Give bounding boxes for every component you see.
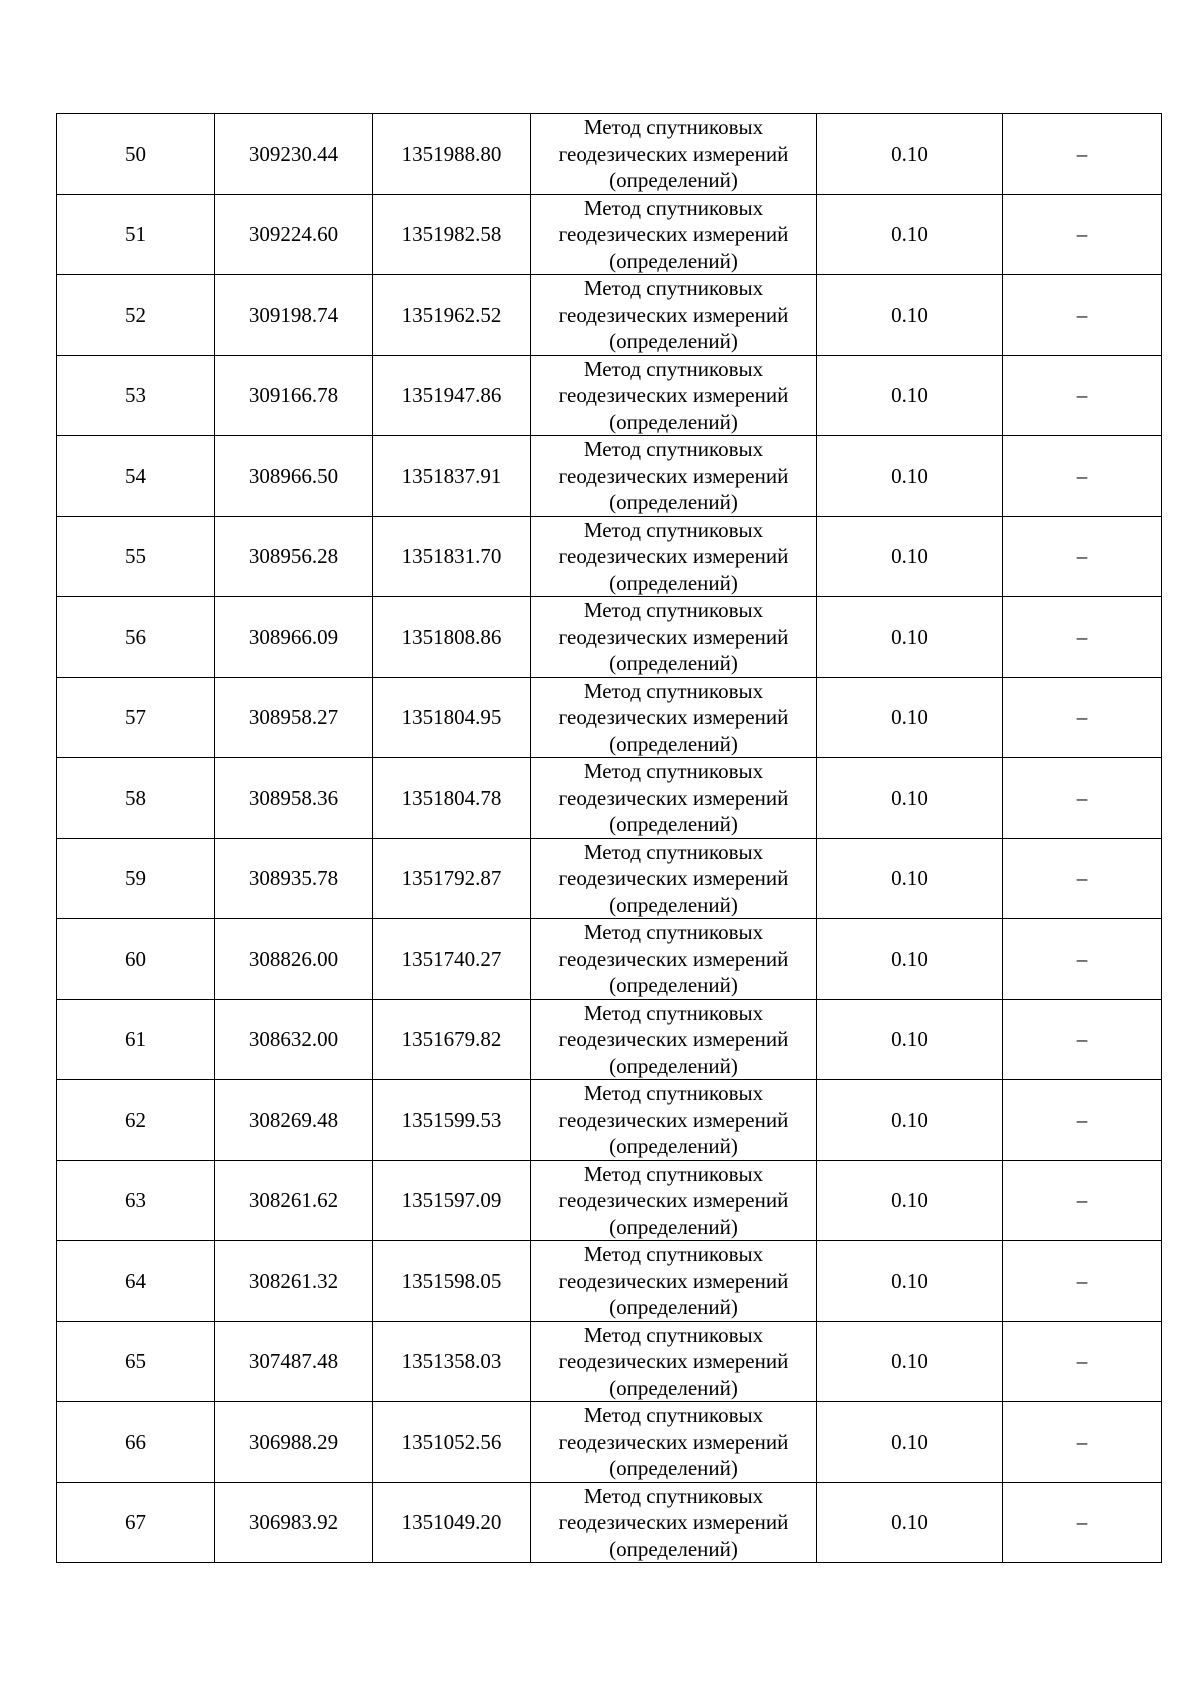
point-number-cell: 62 <box>57 1080 215 1161</box>
method-cell <box>531 1160 817 1241</box>
table-row <box>57 1402 1162 1483</box>
method-text: Метод спутниковых геодезических измерений (определений) <box>558 1161 789 1239</box>
method-cell <box>531 436 817 517</box>
method-cell <box>531 1482 817 1563</box>
table-row <box>57 1160 1162 1241</box>
y-coordinate-cell: 1351962.52 <box>373 275 531 356</box>
y-coordinate-cell: 1351679.82 <box>373 999 531 1080</box>
point-number-cell: 53 <box>57 355 215 436</box>
x-coordinate-cell: 308261.32 <box>215 1241 373 1322</box>
method-text: Метод спутниковых геодезических измерений (определений) <box>558 920 789 997</box>
y-coordinate-cell: 1351982.58 <box>373 194 531 275</box>
note-cell: – <box>1003 114 1162 195</box>
table-row <box>57 194 1162 275</box>
table-row <box>57 436 1162 517</box>
y-coordinate-cell: 1351740.27 <box>373 919 531 1000</box>
point-number-cell: 50 <box>57 114 215 195</box>
y-coordinate-cell: 1351804.78 <box>373 758 531 839</box>
table-row <box>57 275 1162 356</box>
method-text: Метод спутниковых геодезических измерений (определений) <box>558 276 789 353</box>
method-text: Метод спутниковых геодезических измерений (определений) <box>558 678 789 756</box>
method-text: Метод спутниковых геодезических измерений (определений) <box>558 195 789 273</box>
accuracy-cell: 0.10 <box>817 1321 1003 1402</box>
point-number-cell: 61 <box>57 999 215 1080</box>
method-cell <box>531 919 817 1000</box>
note-cell: – <box>1003 999 1162 1080</box>
method-cell <box>531 1321 817 1402</box>
point-number-cell: 65 <box>57 1321 215 1402</box>
accuracy-cell: 0.10 <box>817 1160 1003 1241</box>
accuracy-cell: 0.10 <box>817 275 1003 356</box>
accuracy-cell: 0.10 <box>817 677 1003 758</box>
note-cell: – <box>1003 1482 1162 1563</box>
method-text: Метод спутниковых геодезических измерений (определений) <box>558 115 789 192</box>
table-row <box>57 677 1162 758</box>
table-row <box>57 838 1162 919</box>
method-text: Метод спутниковых геодезических измерений (определений) <box>558 356 789 434</box>
table-row <box>57 1080 1162 1161</box>
y-coordinate-cell: 1351597.09 <box>373 1160 531 1241</box>
table-row <box>57 597 1162 678</box>
y-coordinate-cell: 1351049.20 <box>373 1482 531 1563</box>
x-coordinate-cell: 308956.28 <box>215 516 373 597</box>
table-row <box>57 1482 1162 1563</box>
method-text: Метод спутниковых геодезических измерений (определений) <box>558 1322 789 1400</box>
y-coordinate-cell: 1351808.86 <box>373 597 531 678</box>
point-number-cell: 59 <box>57 838 215 919</box>
method-text: Метод спутниковых геодезических измерений (определений) <box>558 437 789 514</box>
note-cell: – <box>1003 436 1162 517</box>
x-coordinate-cell: 307487.48 <box>215 1321 373 1402</box>
method-text: Метод спутниковых геодезических измерений (определений) <box>558 1242 789 1319</box>
table-row <box>57 999 1162 1080</box>
method-cell <box>531 516 817 597</box>
note-cell: – <box>1003 275 1162 356</box>
x-coordinate-cell: 306983.92 <box>215 1482 373 1563</box>
point-number-cell: 56 <box>57 597 215 678</box>
coordinates-table <box>56 113 1162 1563</box>
x-coordinate-cell: 308261.62 <box>215 1160 373 1241</box>
accuracy-cell: 0.10 <box>817 1482 1003 1563</box>
method-cell <box>531 114 817 195</box>
y-coordinate-cell: 1351358.03 <box>373 1321 531 1402</box>
y-coordinate-cell: 1351831.70 <box>373 516 531 597</box>
y-coordinate-cell: 1351947.86 <box>373 355 531 436</box>
point-number-cell: 63 <box>57 1160 215 1241</box>
x-coordinate-cell: 309224.60 <box>215 194 373 275</box>
accuracy-cell: 0.10 <box>817 436 1003 517</box>
table-row <box>57 1241 1162 1322</box>
method-cell <box>531 275 817 356</box>
accuracy-cell: 0.10 <box>817 838 1003 919</box>
accuracy-cell: 0.10 <box>817 999 1003 1080</box>
y-coordinate-cell: 1351599.53 <box>373 1080 531 1161</box>
point-number-cell: 60 <box>57 919 215 1000</box>
x-coordinate-cell: 308269.48 <box>215 1080 373 1161</box>
note-cell: – <box>1003 355 1162 436</box>
table-row <box>57 758 1162 839</box>
accuracy-cell: 0.10 <box>817 919 1003 1000</box>
method-cell <box>531 597 817 678</box>
method-cell <box>531 1402 817 1483</box>
note-cell: – <box>1003 919 1162 1000</box>
point-number-cell: 55 <box>57 516 215 597</box>
note-cell: – <box>1003 1402 1162 1483</box>
x-coordinate-cell: 308826.00 <box>215 919 373 1000</box>
accuracy-cell: 0.10 <box>817 758 1003 839</box>
point-number-cell: 52 <box>57 275 215 356</box>
note-cell: – <box>1003 1160 1162 1241</box>
y-coordinate-cell: 1351804.95 <box>373 677 531 758</box>
accuracy-cell: 0.10 <box>817 1402 1003 1483</box>
method-cell <box>531 1080 817 1161</box>
accuracy-cell: 0.10 <box>817 114 1003 195</box>
table-row <box>57 355 1162 436</box>
y-coordinate-cell: 1351792.87 <box>373 838 531 919</box>
note-cell: – <box>1003 677 1162 758</box>
note-cell: – <box>1003 1080 1162 1161</box>
method-text: Метод спутниковых геодезических измерений (определений) <box>558 839 789 917</box>
note-cell: – <box>1003 1241 1162 1322</box>
method-cell <box>531 1241 817 1322</box>
table-row <box>57 516 1162 597</box>
point-number-cell: 51 <box>57 194 215 275</box>
accuracy-cell: 0.10 <box>817 1080 1003 1161</box>
note-cell: – <box>1003 1321 1162 1402</box>
accuracy-cell: 0.10 <box>817 355 1003 436</box>
point-number-cell: 54 <box>57 436 215 517</box>
x-coordinate-cell: 308966.09 <box>215 597 373 678</box>
x-coordinate-cell: 306988.29 <box>215 1402 373 1483</box>
point-number-cell: 64 <box>57 1241 215 1322</box>
y-coordinate-cell: 1351988.80 <box>373 114 531 195</box>
method-text: Метод спутниковых геодезических измерений (определений) <box>558 1081 789 1158</box>
y-coordinate-cell: 1351598.05 <box>373 1241 531 1322</box>
method-text: Метод спутниковых геодезических измерений (определений) <box>558 1403 789 1480</box>
point-number-cell: 66 <box>57 1402 215 1483</box>
method-cell <box>531 758 817 839</box>
table-row <box>57 114 1162 195</box>
method-text: Метод спутниковых геодезических измерений (определений) <box>558 759 789 836</box>
point-number-cell: 58 <box>57 758 215 839</box>
point-number-cell: 57 <box>57 677 215 758</box>
method-cell <box>531 838 817 919</box>
x-coordinate-cell: 309230.44 <box>215 114 373 195</box>
method-text: Метод спутниковых геодезических измерений (определений) <box>558 517 789 595</box>
accuracy-cell: 0.10 <box>817 1241 1003 1322</box>
x-coordinate-cell: 308958.36 <box>215 758 373 839</box>
note-cell: – <box>1003 194 1162 275</box>
y-coordinate-cell: 1351052.56 <box>373 1402 531 1483</box>
method-cell <box>531 194 817 275</box>
note-cell: – <box>1003 597 1162 678</box>
note-cell: – <box>1003 516 1162 597</box>
accuracy-cell: 0.10 <box>817 516 1003 597</box>
table-body <box>57 114 1162 1563</box>
x-coordinate-cell: 308632.00 <box>215 999 373 1080</box>
x-coordinate-cell: 308966.50 <box>215 436 373 517</box>
table-row <box>57 919 1162 1000</box>
method-cell <box>531 677 817 758</box>
table-row <box>57 1321 1162 1402</box>
method-text: Метод спутниковых геодезических измерений (определений) <box>558 598 789 675</box>
note-cell: – <box>1003 838 1162 919</box>
method-text: Метод спутниковых геодезических измерений (определений) <box>558 1000 789 1078</box>
y-coordinate-cell: 1351837.91 <box>373 436 531 517</box>
x-coordinate-cell: 309166.78 <box>215 355 373 436</box>
accuracy-cell: 0.10 <box>817 597 1003 678</box>
method-text: Метод спутниковых геодезических измерений (определений) <box>558 1483 789 1561</box>
x-coordinate-cell: 308935.78 <box>215 838 373 919</box>
x-coordinate-cell: 308958.27 <box>215 677 373 758</box>
note-cell: – <box>1003 758 1162 839</box>
method-cell <box>531 999 817 1080</box>
x-coordinate-cell: 309198.74 <box>215 275 373 356</box>
method-cell <box>531 355 817 436</box>
accuracy-cell: 0.10 <box>817 194 1003 275</box>
point-number-cell: 67 <box>57 1482 215 1563</box>
